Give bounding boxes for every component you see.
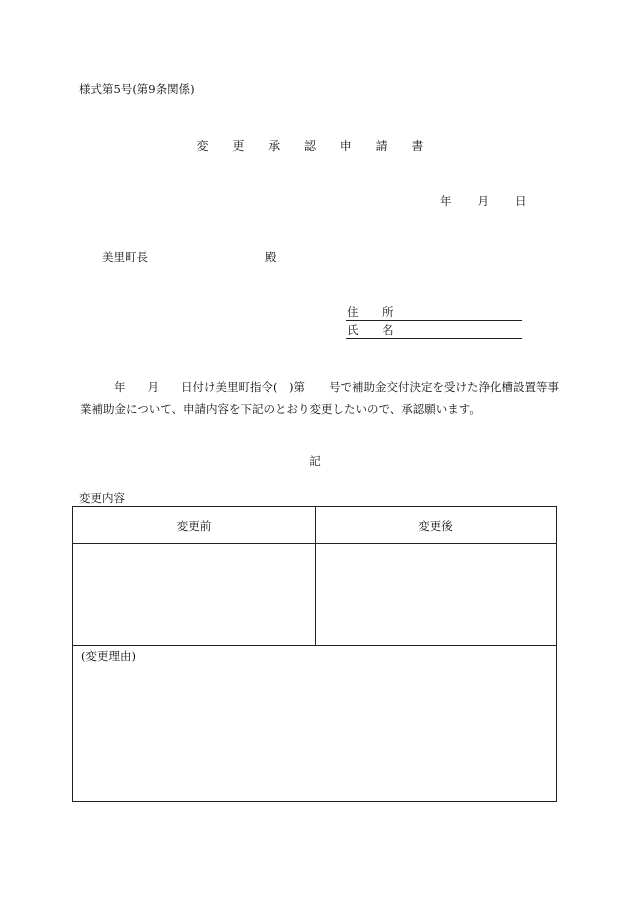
body-month: 月 bbox=[147, 380, 159, 394]
address-label-1: 住 bbox=[347, 305, 359, 319]
reason-label: (変更理由) bbox=[81, 649, 136, 663]
addressee-honorific: 殿 bbox=[265, 250, 277, 264]
change-content-label: 変更内容 bbox=[79, 491, 125, 505]
date-year: 年 bbox=[440, 194, 452, 208]
body-text-1: 日付け美里町指令( )第 bbox=[181, 380, 305, 394]
address-label-2: 所 bbox=[382, 305, 394, 319]
after-header: 変更後 bbox=[418, 519, 453, 533]
ki-heading: 記 bbox=[309, 454, 321, 468]
addressee-name: 美里町長 bbox=[102, 250, 148, 264]
addressee bbox=[102, 249, 277, 265]
body-paragraph bbox=[80, 376, 560, 420]
date-line bbox=[440, 193, 527, 209]
change-table bbox=[72, 506, 557, 802]
date-month: 月 bbox=[477, 194, 489, 208]
document-title: 変 更 承 認 申 請 書 bbox=[196, 139, 434, 153]
before-cell[interactable] bbox=[73, 544, 315, 645]
before-header: 変更前 bbox=[176, 519, 212, 533]
name-label-1: 氏 bbox=[347, 323, 359, 337]
applicant-address-field[interactable] bbox=[346, 304, 522, 321]
date-day: 日 bbox=[515, 194, 527, 208]
reason-divider bbox=[73, 645, 556, 646]
applicant-name-field[interactable] bbox=[346, 322, 522, 339]
reason-cell[interactable] bbox=[73, 667, 556, 801]
after-cell[interactable] bbox=[316, 544, 556, 645]
form-number: 様式第5号(第9条関係) bbox=[79, 82, 195, 96]
body-year: 年 bbox=[114, 380, 126, 394]
body-text-2: 号で補助金交付決定を受けた浄化槽設置等事業補助金について、申請内容を下記のとおり変更したいので、承認願います。 bbox=[80, 380, 559, 416]
name-label-2: 名 bbox=[382, 323, 394, 337]
